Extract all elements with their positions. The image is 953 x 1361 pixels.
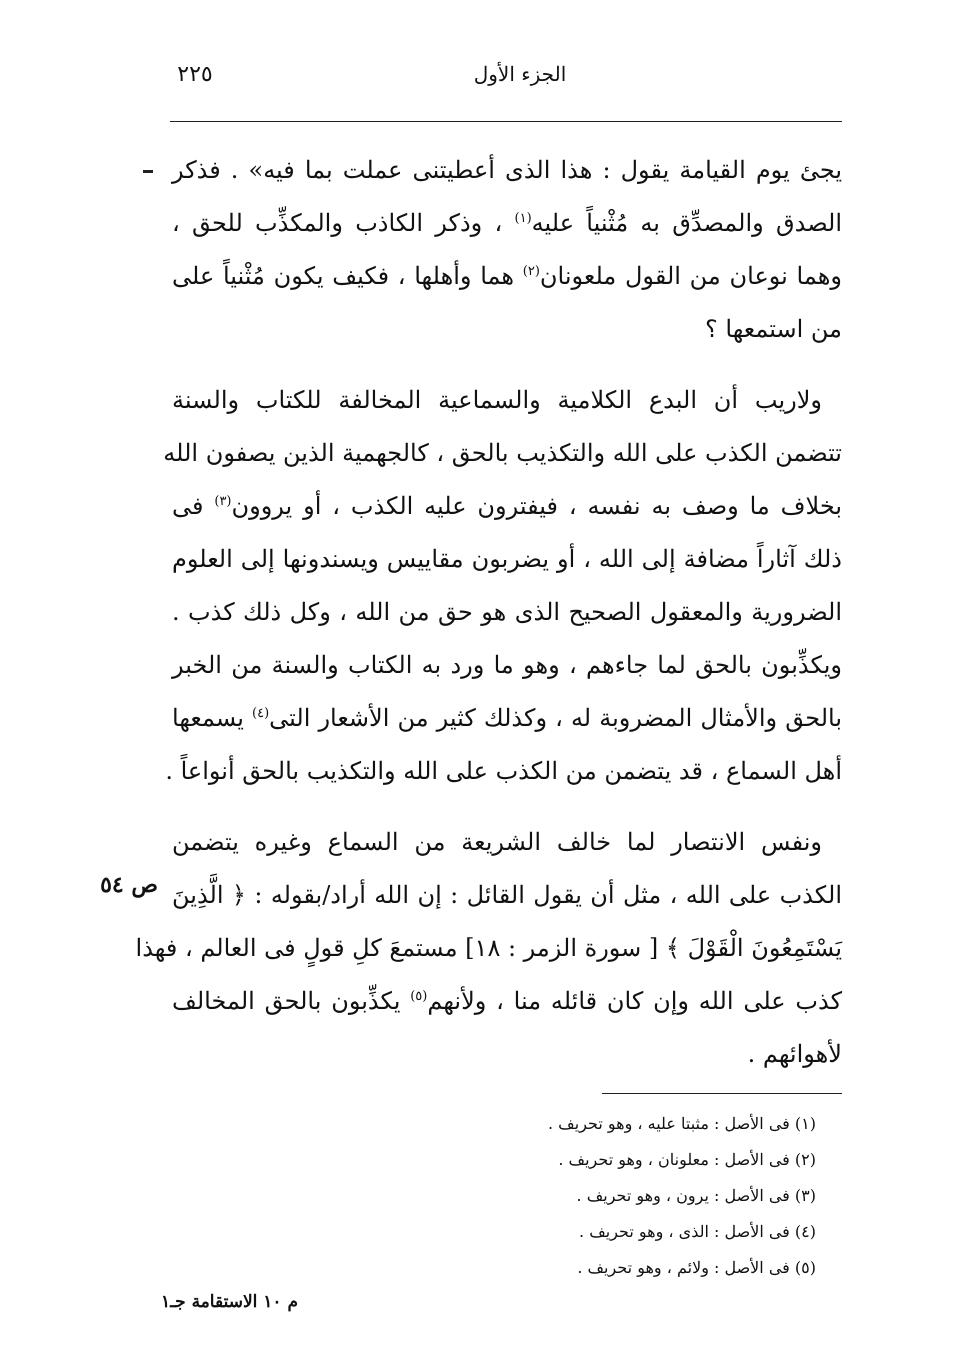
text-line: تتضمن الكذب على الله والتكذيب بالحق ، كالجهمية الذين يصفون الله xyxy=(163,439,842,467)
text-line: يَسْتَمِعُونَ الْقَوْلَ ﴾ [ سورة الزمر : ١٨] مستمعَ كلِ قولٍ فى العالم ، فهذا xyxy=(135,934,842,962)
text-line: يجئ يوم القيامة يقول : هذا الذى أعطيتنى عملت بما فيه» . فذكر xyxy=(172,156,842,184)
footnote: (٤) فى الأصل : الذى ، وهو تحريف . xyxy=(579,1222,816,1241)
footnote: (٣) فى الأصل : يرون ، وهو تحريف . xyxy=(576,1186,816,1205)
text-line: بالحق والأمثال المضروبة له ، وكذلك كثير من الأشعار التى$^{(٤)}$ يسمعها xyxy=(172,704,843,732)
text-line: الكذب على الله ، مثل أن يقول القائل : إن الله أراد/بقوله : ﴿ الَّذِينَ xyxy=(172,881,842,909)
footnote-ref: (٥) xyxy=(410,989,428,1004)
footnote: (٢) فى الأصل : معلونان ، وهو تحريف . xyxy=(558,1150,816,1169)
margin-tick-mark xyxy=(143,170,153,173)
text-line: كذب على الله وإن كان قائله منا ، ولأنهم$^{(٥)}$ يكذِّبون بالحق المخالف xyxy=(172,987,842,1015)
text-line: الصدق والمصدِّق به مُثْنياً عليه$^{(١)}$ ، وذكر الكاذب والمكذِّب للحق ، xyxy=(172,209,842,237)
text-line: ولاريب أن البدع الكلامية والسماعية المخالفة للكتاب والسنة xyxy=(172,386,822,414)
text-line: من استمعها ؟ xyxy=(705,315,842,343)
text-line: ويكذِّبون بالحق لما جاءهم ، وهو ما ورد به الكتاب والسنة من الخبر xyxy=(172,651,842,679)
header-divider xyxy=(170,121,842,122)
text-line: الضرورية والمعقول الصحيح الذى هو حق من الله ، وكل ذلك كذب . xyxy=(172,598,842,626)
margin-page-reference: ص ٥٤ xyxy=(100,872,158,898)
footnote-ref: (٢) xyxy=(522,264,540,279)
text-line: ونفس الانتصار لما خالف الشريعة من السماع وغيره يتضمن xyxy=(172,828,822,856)
footnote: (٥) فى الأصل : ولائم ، وهو تحريف . xyxy=(577,1258,816,1277)
text-line: وهما نوعان من القول ملعونان$^{(٢)}$ هما وأهلها ، فكيف يكون مُثْنياً على xyxy=(172,262,842,290)
text-line: بخلاف ما وصف به نفسه ، فيفترون عليه الكذب ، أو يروون$^{(٣)}$ فى xyxy=(172,492,842,520)
footnote-ref: (١) xyxy=(514,211,532,226)
text-line: أهل السماع ، قد يتضمن من الكذب على الله والتكذيب بالحق أنواعاً . xyxy=(165,757,842,785)
running-header-title: الجزء الأول xyxy=(473,62,567,86)
printer-signature: م ١٠ الاستقامة جـ١ xyxy=(161,1292,298,1312)
page-number: ٢٢٥ xyxy=(177,62,213,87)
footnote-ref: (٤) xyxy=(252,706,270,721)
footnote-ref: (٣) xyxy=(214,494,232,509)
footnote-divider xyxy=(602,1093,842,1094)
text-line: ذلك آثاراً مضافة إلى الله ، أو يضربون مقاييس ويسندونها إلى العلوم xyxy=(172,545,842,573)
footnote: (١) فى الأصل : مثبتا عليه ، وهو تحريف . xyxy=(548,1114,816,1133)
text-line: لأهوائهم . xyxy=(747,1040,842,1068)
